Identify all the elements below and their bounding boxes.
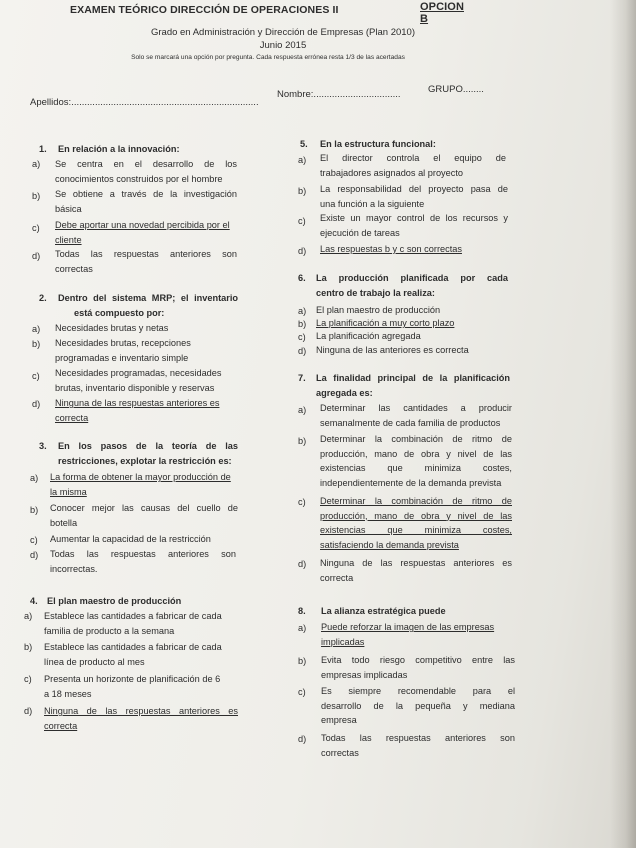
option-letter[interactable]: c) [32, 223, 40, 233]
option-6a[interactable]: El plan maestro de producción [316, 305, 441, 315]
option-7a[interactable]: Determinar las cantidades a producir semanalmente de cada familia de productos [320, 403, 512, 428]
option-letter[interactable]: a) [298, 405, 307, 415]
option-letter[interactable]: d) [298, 734, 307, 744]
degree-line: Grado en Administración y Dirección de Empresas (Plan 2010) [150, 27, 415, 38]
option-letter[interactable]: b) [32, 191, 41, 201]
option-letter[interactable]: d) [298, 346, 307, 356]
option-7c[interactable]: Determinar la combinación de ritmo de producción, mano de obra y nivel de las existencias que minimiza costes, satisfaciendo la demanda prevista [320, 496, 512, 550]
option-letter[interactable]: c) [298, 332, 306, 342]
option-8d[interactable]: Todas las respuestas anteriores son correctas [321, 733, 515, 758]
option-letter[interactable]: b) [24, 642, 33, 652]
question-number: 3. [39, 441, 47, 451]
option-8c[interactable]: Es siempre recomendable para el desarrollo de la pequeña y mediana empresa [321, 686, 515, 726]
question-number: 8. [298, 606, 306, 616]
option-2d[interactable]: Ninguna de las respuestas anteriores es correcta [55, 398, 220, 423]
nombre-field[interactable]: Nombre:................................. [277, 89, 401, 100]
option-5b[interactable]: La responsabilidad del proyecto pasa de una función a la siguiente [320, 184, 508, 209]
option-letter[interactable]: b) [298, 656, 307, 666]
option-letter[interactable]: b) [298, 436, 307, 446]
option-4b[interactable]: Establece las cantidades a fabricar de cada línea de producto al mes [44, 642, 222, 667]
question-heading: En la estructura funcional: [320, 139, 436, 149]
option-letter[interactable]: d) [298, 559, 307, 569]
option-1c[interactable]: Debe aportar una novedad percibida por el cliente [55, 220, 230, 245]
option-5d[interactable]: Las respuestas b y c son correctas [320, 244, 462, 254]
option-letter[interactable]: b) [30, 505, 39, 515]
page-edge-shade [610, 0, 636, 848]
option-2c[interactable]: Necesidades programadas, necesidades brutas, inventario disponible y reservas [55, 368, 222, 393]
option-letter[interactable]: a) [298, 155, 307, 165]
grupo-field[interactable]: GRUPO........ [428, 84, 484, 95]
option-3a[interactable]: La forma de obtener la mayor producción de la misma [50, 472, 231, 497]
exam-option: OPCION B [420, 1, 464, 25]
option-6b[interactable]: La planificación a muy corto plazo [316, 318, 455, 328]
option-letter[interactable]: b) [32, 339, 41, 349]
option-letter[interactable]: c) [24, 674, 32, 684]
question-heading: La alianza estratégica puede [321, 606, 446, 616]
right-column [298, 0, 528, 848]
question-heading: Dentro del sistema MRP; el inventario está compuesto por: [58, 293, 238, 318]
option-2a[interactable]: Necesidades brutas y netas [55, 323, 169, 333]
option-letter[interactable]: d) [32, 399, 41, 409]
option-3d[interactable]: Todas las respuestas anteriores son incorrectas. [50, 549, 236, 574]
option-letter[interactable]: b) [298, 186, 307, 196]
option-letter[interactable]: d) [24, 706, 33, 716]
title-text: EXAMEN TEÓRICO DIRECCIÓN DE OPERACIONES II [70, 4, 339, 16]
option-4c[interactable]: Presenta un horizonte de planificación de 6 a 18 meses [44, 674, 221, 699]
option-letter[interactable]: c) [32, 371, 40, 381]
option-letter[interactable]: d) [32, 251, 41, 261]
left-column [24, 0, 250, 848]
option-letter[interactable]: a) [298, 306, 307, 316]
date-line: Junio 2015 [259, 40, 307, 51]
option-letter[interactable]: a) [24, 611, 33, 621]
option-letter[interactable]: c) [298, 497, 306, 507]
option-5c[interactable]: Existe un mayor control de los recursos y ejecución de tareas [320, 213, 508, 238]
question-heading: En los pasos de la teoría de las restricciones, explotar la restricción es: [58, 441, 238, 466]
question-number: 7. [298, 373, 306, 383]
option-8b[interactable]: Evita todo riesgo competitivo entre las empresas implicadas [321, 655, 515, 680]
option-1a[interactable]: Se centra en el desarrollo de los conocimientos construidos por el hombre [55, 159, 237, 184]
option-letter[interactable]: a) [30, 473, 39, 483]
option-6c[interactable]: La planificación agregada [316, 331, 421, 341]
option-letter[interactable]: d) [30, 550, 39, 560]
option-letter[interactable]: c) [30, 535, 38, 545]
apellidos-field[interactable]: Apellidos:....................................................................... [30, 97, 259, 108]
option-3c[interactable]: Aumentar la capacidad de la restricción [50, 534, 211, 544]
question-heading: En relación a la innovación: [58, 144, 180, 154]
instructions-note: Solo se marcará una opción por pregunta. Cada respuesta errónea resta 1/3 de las acertadas [131, 54, 405, 61]
option-letter[interactable]: a) [298, 623, 307, 633]
option-2b[interactable]: Necesidades brutas, recepciones programadas e inventario simple [55, 338, 191, 363]
question-number: 6. [298, 273, 306, 283]
question-number: 4. [30, 596, 38, 606]
option-1d[interactable]: Todas las respuestas anteriores son correctas [55, 249, 237, 274]
option-letter[interactable]: d) [298, 246, 307, 256]
option-letter[interactable]: b) [298, 319, 307, 329]
question-number: 5. [300, 139, 308, 149]
option-letter[interactable]: c) [298, 216, 306, 226]
option-5a[interactable]: El director controla el equipo de trabajadores asignados al proyecto [320, 153, 506, 178]
question-heading: La producción planificada por cada centro de trabajo la realiza: [316, 273, 508, 298]
option-6d[interactable]: Ninguna de las anteriores es correcta [316, 345, 469, 355]
option-4a[interactable]: Establece las cantidades a fabricar de cada familia de producto a la semana [44, 611, 222, 636]
option-7b[interactable]: Determinar la combinación de ritmo de producción, mano de obra y nivel de las existencias que minimiza costes, independientemente de la demanda prevista [320, 434, 512, 488]
question-heading: El plan maestro de producción [47, 596, 182, 606]
option-7d[interactable]: Ninguna de las respuestas anteriores es correcta [320, 558, 512, 583]
option-letter[interactable]: a) [32, 324, 41, 334]
option-letter[interactable]: c) [298, 687, 306, 697]
option-8a[interactable]: Puede reforzar la imagen de las empresas implicadas [321, 622, 495, 647]
option-3b[interactable]: Conocer mejor las causas del cuello de botella [50, 503, 238, 528]
option-1b[interactable]: Se obtiene a través de la investigación básica [55, 189, 237, 214]
option-letter[interactable]: a) [32, 159, 41, 169]
question-number: 2. [39, 293, 47, 303]
question-heading: La finalidad principal de la planificación agregada es: [316, 373, 510, 398]
question-number: 1. [39, 144, 47, 154]
option-4d[interactable]: Ninguna de las respuestas anteriores es correcta [44, 706, 238, 731]
